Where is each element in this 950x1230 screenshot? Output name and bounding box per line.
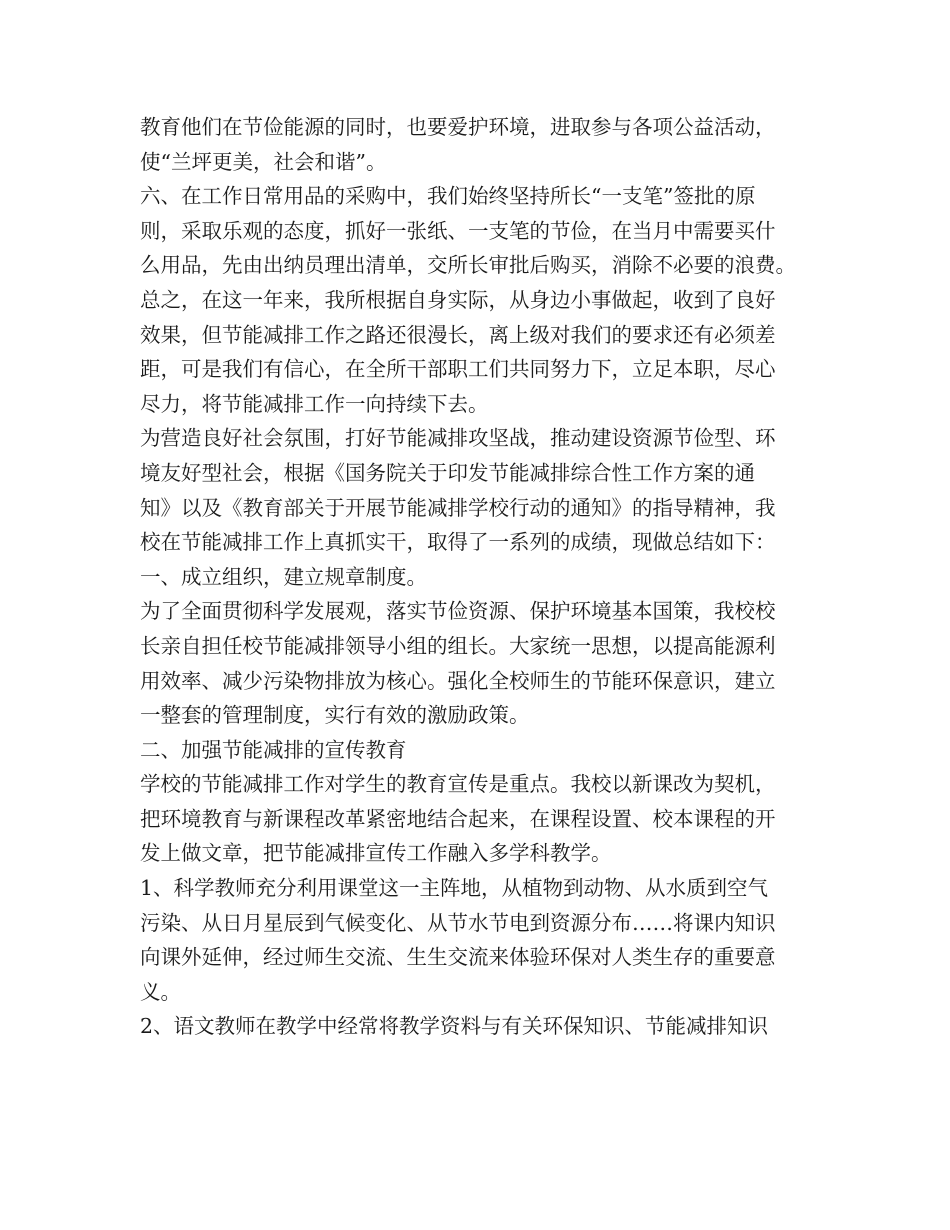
document-body (140, 110, 830, 1044)
text-line: 学校的节能减排工作对学生的教育宣传是重点。我校以新课改为契机， (140, 772, 776, 797)
text-line: 知》以及《教育部关于开展节能减排学校行动的通知》的指导精神，我 (140, 495, 776, 520)
text-line: 污染、从日月星辰到气候变化、从节水节电到资源分布……将课内知识 (140, 910, 776, 935)
text-line: 使“兰坪更美，社会和谐”。 (140, 149, 387, 174)
text-line: 效果，但节能减排工作之路还很漫长，离上级对我们的要求还有必须差 (140, 322, 776, 347)
text-line: 尽力，将节能减排工作一向持续下去。 (140, 391, 489, 416)
text-line: 校在节能减排工作上真抓实干，取得了一系列的成绩，现做总结如下： (140, 530, 776, 555)
text-line: 长亲自担任校节能减排领导小组的组长。大家统一思想，以提高能源利 (140, 633, 776, 658)
text-line: 六、在工作日常用品的采购中，我们始终坚持所长“一支笔”签批的原 (140, 184, 756, 209)
text-line: 总之，在这一年来，我所根据自身实际，从身边小事做起，收到了良好 (140, 287, 776, 312)
text-line: 么用品，先由出纳员理出清单，交所长审批后购买，消除不必要的浪费。 (140, 253, 796, 278)
text-line: 一整套的管理制度，实行有效的激励政策。 (140, 703, 530, 728)
text-line: 发上做文章，把节能减排宣传工作融入多学科教学。 (140, 841, 612, 866)
text-line: 为营造良好社会氛围，打好节能减排攻坚战，推动建设资源节俭型、环 (140, 426, 776, 451)
text-line: 为了全面贯彻科学发展观，落实节俭资源、保护环境基本国策，我校校 (140, 599, 776, 624)
text-line: 教育他们在节俭能源的同时，也要爱护环境，进取参与各项公益活动， (140, 115, 776, 139)
section-heading: 二、加强节能减排的宣传教育 (140, 737, 407, 762)
section-heading: 一、成立组织，建立规章制度。 (140, 564, 427, 589)
text-line: 境友好型社会，根据《国务院关于印发节能减排综合性工作方案的通 (140, 460, 755, 485)
text-line: 1、科学教师充分利用课堂这一主阵地，从植物到动物、从水质到空气 (140, 876, 769, 901)
text-line: 义。 (140, 979, 181, 1004)
text-line: 2、语文教师在教学中经常将教学资料与有关环保知识、节能减排知识 (140, 1014, 769, 1039)
text-line: 则，采取乐观的态度，抓好一张纸、一支笔的节俭，在当月中需要买什 (140, 218, 776, 243)
text-line: 把环境教育与新课程改革紧密地结合起来，在课程设置、校本课程的开 (140, 806, 776, 831)
text-line: 距，可是我们有信心，在全所干部职工们共同努力下，立足本职，尽心 (140, 357, 776, 382)
text-line: 用效率、减少污染物排放为核心。强化全校师生的节能环保意识，建立 (140, 668, 776, 693)
text-line: 向课外延伸，经过师生交流、生生交流来体验环保对人类生存的重要意 (140, 945, 776, 970)
